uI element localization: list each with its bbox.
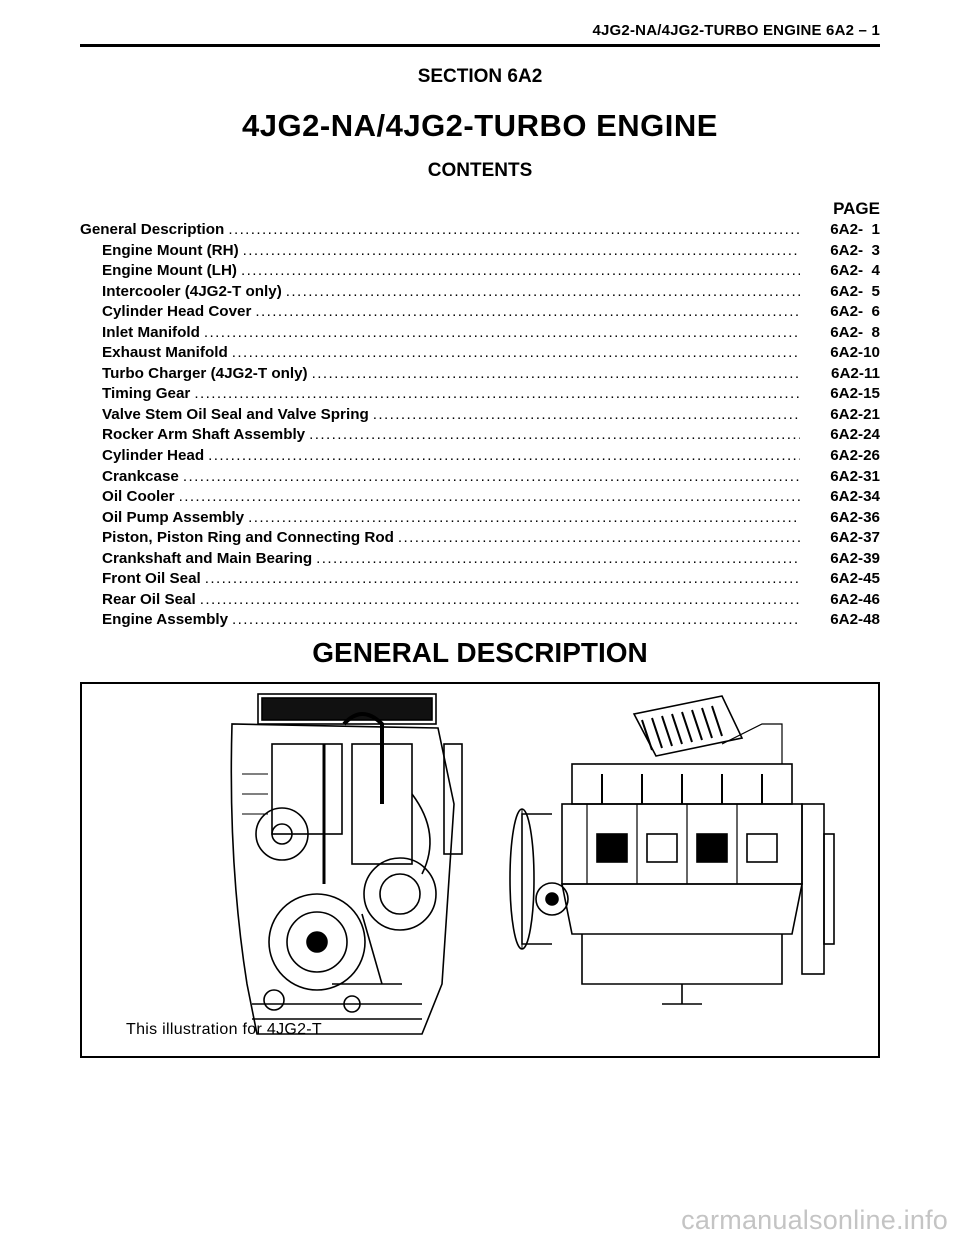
toc-entry-page: 6A2-37 [830, 529, 880, 547]
toc-dot-leader [232, 610, 800, 631]
toc-entry-page: 6A2- 1 [830, 221, 880, 238]
toc-entry[interactable] [80, 446, 880, 467]
figure-caption: This illustration for 4JG2-T [126, 1021, 323, 1038]
toc-entry-page: 6A2- 8 [830, 323, 880, 341]
piston-2 [647, 834, 677, 862]
toc-entry-page: 6A2-11 [831, 364, 880, 382]
toc-entry-title: Engine Mount (RH) [102, 241, 239, 259]
toc-entry-page: 6A2-36 [830, 508, 880, 526]
document-title: 4JG2-NA/4JG2-TURBO ENGINE [242, 108, 718, 143]
toc-entry-page: 6A2-31 [830, 467, 880, 485]
toc-entry-page: 6A2-21 [830, 405, 880, 423]
table-of-contents [80, 220, 880, 631]
toc-entry-title: Crankshaft and Main Bearing [102, 549, 313, 567]
toc-entry-title: Cylinder Head Cover [102, 303, 252, 321]
toc-entry-page: 6A2- 5 [830, 282, 880, 300]
toc-entry-page: 6A2-45 [830, 570, 880, 588]
intercooler-top [262, 698, 432, 720]
toc-entry[interactable] [80, 364, 880, 385]
toc-entry-title: Timing Gear [102, 385, 191, 403]
toc-entry-title: General Description [80, 221, 225, 238]
toc-dot-leader [243, 241, 800, 262]
section-label: SECTION 6A2 [417, 66, 543, 87]
toc-entry-title: Crankcase [102, 467, 179, 485]
toc-entry[interactable] [80, 241, 880, 262]
toc-dot-leader [309, 425, 800, 446]
header-rule [80, 44, 880, 47]
toc-dot-leader [228, 220, 800, 241]
toc-entry-title: Oil Cooler [102, 488, 175, 506]
running-header: 4JG2-NA/4JG2-TURBO ENGINE 6A2 – 1 [592, 22, 880, 39]
toc-dot-leader [248, 508, 800, 529]
piston-1 [597, 834, 627, 862]
toc-dot-leader [208, 446, 800, 467]
toc-entry[interactable] [80, 467, 880, 488]
toc-dot-leader [255, 302, 800, 323]
toc-entry-title: Piston, Piston Ring and Connecting Rod [102, 529, 394, 547]
toc-entry-title: Rocker Arm Shaft Assembly [102, 426, 306, 444]
toc-entry-title: Inlet Manifold [102, 323, 200, 341]
toc-entry[interactable] [80, 610, 880, 631]
general-description-heading: GENERAL DESCRIPTION [312, 637, 648, 668]
toc-dot-leader [316, 549, 800, 570]
contents-heading: CONTENTS [427, 160, 533, 181]
page-column-label: PAGE [833, 199, 880, 218]
toc-entry[interactable] [80, 405, 880, 426]
toc-dot-leader [312, 364, 800, 385]
toc-entry[interactable] [80, 549, 880, 570]
toc-entry-page: 6A2-39 [830, 549, 880, 567]
toc-entry-page: 6A2-24 [830, 426, 880, 444]
toc-entry-title: Turbo Charger (4JG2-T only) [102, 364, 308, 382]
toc-entry[interactable] [80, 323, 880, 344]
toc-entry-page: 6A2- 4 [830, 262, 880, 280]
toc-dot-leader [194, 384, 800, 405]
piston-3 [697, 834, 727, 862]
toc-entry-title: Cylinder Head [102, 447, 205, 465]
toc-entry-title: Front Oil Seal [102, 570, 201, 588]
toc-entry[interactable] [80, 384, 880, 405]
piston-4 [747, 834, 777, 862]
toc-entry-page: 6A2-10 [830, 344, 880, 362]
toc-entry-page: 6A2- 3 [830, 241, 880, 259]
toc-entry-page: 6A2- 6 [830, 303, 880, 321]
toc-entry[interactable] [80, 487, 880, 508]
toc-entry-title: Exhaust Manifold [102, 344, 228, 362]
toc-entry[interactable] [80, 508, 880, 529]
toc-entry[interactable] [80, 302, 880, 323]
engine-illustration-figure [80, 682, 880, 1058]
toc-entry-title: Engine Assembly [102, 611, 229, 629]
toc-dot-leader [200, 590, 800, 611]
toc-dot-leader [398, 528, 800, 549]
toc-entry-title: Valve Stem Oil Seal and Valve Spring [102, 405, 369, 423]
toc-entry[interactable] [80, 590, 880, 611]
toc-dot-leader [183, 467, 800, 488]
toc-entry[interactable] [80, 425, 880, 446]
toc-entry-title: Intercooler (4JG2-T only) [102, 282, 282, 300]
toc-entry[interactable] [80, 220, 880, 241]
watermark: carmanualsonline.info [681, 1205, 948, 1235]
engine-front-view-drawing [231, 694, 462, 1034]
toc-entry[interactable] [80, 569, 880, 590]
toc-dot-leader [204, 323, 800, 344]
toc-entry-page: 6A2-46 [830, 590, 880, 608]
toc-entry-page: 6A2-48 [830, 611, 880, 629]
toc-entry-page: 6A2-15 [830, 385, 880, 403]
toc-dot-leader [286, 282, 800, 303]
toc-entry-title: Engine Mount (LH) [102, 262, 237, 280]
engine-side-cutaway-drawing [510, 696, 834, 1004]
toc-dot-leader [373, 405, 800, 426]
toc-dot-leader [241, 261, 800, 282]
toc-dot-leader [232, 343, 800, 364]
toc-entry[interactable] [80, 282, 880, 303]
toc-entry-page: 6A2-34 [830, 488, 880, 506]
toc-entry[interactable] [80, 528, 880, 549]
engine-illustration [82, 684, 878, 1056]
toc-entry-page: 6A2-26 [830, 447, 880, 465]
toc-entry-title: Rear Oil Seal [102, 590, 196, 608]
toc-entry-title: Oil Pump Assembly [102, 508, 245, 526]
toc-dot-leader [205, 569, 800, 590]
toc-entry[interactable] [80, 261, 880, 282]
toc-entry[interactable] [80, 343, 880, 364]
toc-dot-leader [179, 487, 800, 508]
